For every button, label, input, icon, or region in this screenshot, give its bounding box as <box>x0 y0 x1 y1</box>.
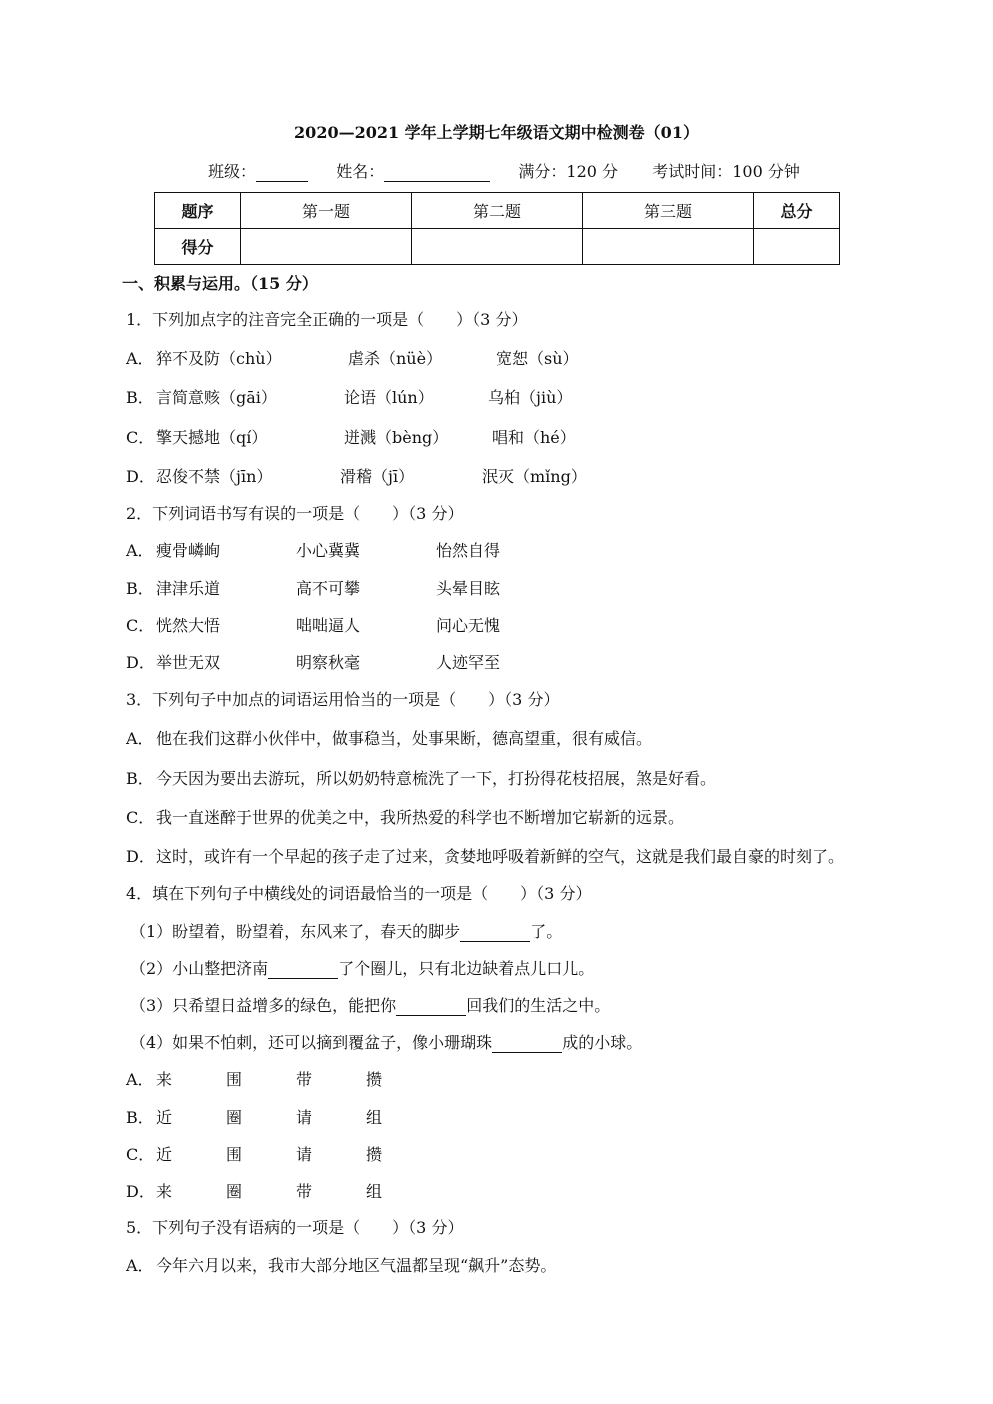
option-text: 今年六月以来，我市大部分地区气温都呈现“飙升”态势。 <box>156 1256 557 1275</box>
sentence-before: （1）盼望着，盼望着，东风来了，春天的脚步 <box>130 922 461 941</box>
option-row <box>126 538 500 561</box>
option-item: 迸溅（bèng） <box>344 428 449 447</box>
option-letter: A． <box>126 541 154 560</box>
sentence-after: 了个圈儿，只有北边缺着点儿口儿。 <box>338 959 595 978</box>
answer-blank[interactable] <box>268 962 338 979</box>
option-item: 带 <box>296 1182 313 1201</box>
option-row <box>126 805 684 828</box>
option-letter: B． <box>126 769 154 788</box>
option-item: 瘦骨嶙峋 <box>156 541 221 560</box>
exam-info <box>208 159 800 182</box>
option-item: 唱和（hé） <box>492 428 576 447</box>
option-letter: D． <box>126 847 155 866</box>
answer-blank[interactable] <box>460 925 530 942</box>
option-row <box>126 1067 382 1090</box>
option-item: 人迹罕至 <box>436 653 501 672</box>
option-item: 圈 <box>226 1182 243 1201</box>
option-letter: B． <box>126 388 154 407</box>
option-text: 今天因为要出去游玩，所以奶奶特意梳洗了一下，打扮得花枝招展，煞是好看。 <box>156 769 717 788</box>
exam-time: 考试时间：100 分钟 <box>652 162 800 181</box>
option-item: 近 <box>156 1108 173 1127</box>
option-item: 近 <box>156 1145 173 1164</box>
fill-sentence <box>130 1030 642 1053</box>
option-item: 泯灭（mǐng） <box>482 467 587 486</box>
score-table <box>154 192 840 265</box>
section-heading: 一、积累与运用。（15 分） <box>122 274 318 293</box>
option-row <box>126 1179 382 1202</box>
option-item: 组 <box>366 1182 383 1201</box>
name-blank[interactable] <box>384 165 490 182</box>
option-row <box>126 385 572 408</box>
score-cell[interactable] <box>583 229 754 265</box>
option-row <box>126 726 652 749</box>
option-letter: D． <box>126 653 155 672</box>
score-cell[interactable] <box>412 229 583 265</box>
option-row <box>126 425 576 448</box>
option-item: 言简意赅（gāi） <box>156 388 277 407</box>
sentence-before: （3）只希望日益增多的绿色，能把你 <box>130 996 397 1015</box>
sentence-after: 成的小球。 <box>562 1033 643 1052</box>
option-item: 头晕目眩 <box>436 579 501 598</box>
fill-sentence <box>130 993 610 1016</box>
option-item: 组 <box>366 1108 383 1127</box>
option-item: 攒 <box>366 1145 383 1164</box>
option-item: 乌桕（jiù） <box>488 388 573 407</box>
option-item: 明察秋毫 <box>296 653 361 672</box>
option-item: 围 <box>226 1070 243 1089</box>
option-row <box>126 1142 382 1165</box>
question-stem: 3．下列句子中加点的词语运用恰当的一项是（ ）（3 分） <box>126 690 560 709</box>
option-letter: D． <box>126 1182 155 1201</box>
option-row <box>126 1105 382 1128</box>
header-cell: 第三题 <box>583 193 754 229</box>
answer-blank[interactable] <box>396 999 466 1016</box>
option-text: 我一直迷醉于世界的优美之中，我所热爱的科学也不断增加它崭新的远景。 <box>156 808 685 827</box>
option-item: 恍然大悟 <box>156 616 221 635</box>
question-stem: 1．下列加点字的注音完全正确的一项是（ ）（3 分） <box>126 310 528 329</box>
option-item: 来 <box>156 1070 173 1089</box>
option-row <box>126 650 500 673</box>
option-text: 他在我们这群小伙伴中，做事稳当，处事果断，德高望重，很有威信。 <box>156 729 653 748</box>
option-item: 虐杀（nüè） <box>348 349 443 368</box>
option-item: 咄咄逼人 <box>296 616 361 635</box>
question-stem: 2．下列词语书写有误的一项是（ ）（3 分） <box>126 504 464 523</box>
sentence-after: 回我们的生活之中。 <box>466 996 611 1015</box>
score-table-row <box>155 229 840 265</box>
option-letter: A． <box>126 1256 154 1275</box>
question-stem: 5．下列句子没有语病的一项是（ ）（3 分） <box>126 1218 464 1237</box>
header-cell: 第二题 <box>412 193 583 229</box>
exam-title: 2020—2021 学年上学期七年级语文期中检测卷（01） <box>294 123 699 142</box>
option-item: 擎天撼地（qí） <box>156 428 268 447</box>
option-item: 高不可攀 <box>296 579 361 598</box>
row-label: 得分 <box>155 229 241 265</box>
fill-sentence <box>130 919 562 942</box>
option-letter: A． <box>126 1070 154 1089</box>
name-label: 姓名： <box>336 162 385 181</box>
option-item: 攒 <box>366 1070 383 1089</box>
option-item: 问心无愧 <box>436 616 501 635</box>
option-item: 举世无双 <box>156 653 221 672</box>
fill-sentence <box>130 956 594 979</box>
option-item: 来 <box>156 1182 173 1201</box>
score-cell[interactable] <box>754 229 840 265</box>
score-table-header <box>155 193 840 229</box>
option-row <box>126 766 716 789</box>
option-item: 滑稽（jī） <box>340 467 415 486</box>
option-letter: D． <box>126 467 155 486</box>
option-row <box>126 613 500 636</box>
option-row <box>126 346 579 369</box>
option-item: 围 <box>226 1145 243 1164</box>
option-item: 请 <box>296 1145 313 1164</box>
option-item: 小心冀冀 <box>296 541 361 560</box>
option-letter: C． <box>126 616 155 635</box>
option-letter: B． <box>126 1108 154 1127</box>
option-letter: A． <box>126 349 154 368</box>
header-cell: 题序 <box>155 193 241 229</box>
question-stem: 4．填在下列句子中横线处的词语最恰当的一项是（ ）（3 分） <box>126 884 592 903</box>
sentence-before: （4）如果不怕刺，还可以摘到覆盆子，像小珊瑚珠 <box>130 1033 493 1052</box>
option-item: 论语（lún） <box>344 388 434 407</box>
full-score: 满分：120 分 <box>518 162 619 181</box>
option-item: 请 <box>296 1108 313 1127</box>
sentence-after: 了。 <box>530 922 563 941</box>
option-letter: C． <box>126 808 155 827</box>
option-item: 圈 <box>226 1108 243 1127</box>
answer-blank[interactable] <box>492 1036 562 1053</box>
option-item: 怡然自得 <box>436 541 501 560</box>
class-blank[interactable] <box>256 165 308 182</box>
option-letter: A． <box>126 729 154 748</box>
option-item: 宽恕（sù） <box>496 349 579 368</box>
option-item: 带 <box>296 1070 313 1089</box>
option-text: 这时，或许有一个早起的孩子走了过来，贪婪地呼吸着新鲜的空气，这就是我们最自豪的时刻了。 <box>156 847 845 866</box>
header-cell: 第一题 <box>241 193 412 229</box>
option-letter: B． <box>126 579 154 598</box>
option-letter: C． <box>126 428 155 447</box>
option-row <box>126 576 500 599</box>
option-row <box>126 844 844 867</box>
sentence-before: （2）小山整把济南 <box>130 959 269 978</box>
option-row <box>126 1253 556 1276</box>
option-row <box>126 464 587 487</box>
option-letter: C． <box>126 1145 155 1164</box>
option-item: 忍俊不禁（jīn） <box>156 467 273 486</box>
option-item: 猝不及防（chù） <box>156 349 282 368</box>
option-item: 津津乐道 <box>156 579 221 598</box>
header-cell: 总分 <box>754 193 840 229</box>
class-label: 班级： <box>208 162 257 181</box>
score-cell[interactable] <box>241 229 412 265</box>
